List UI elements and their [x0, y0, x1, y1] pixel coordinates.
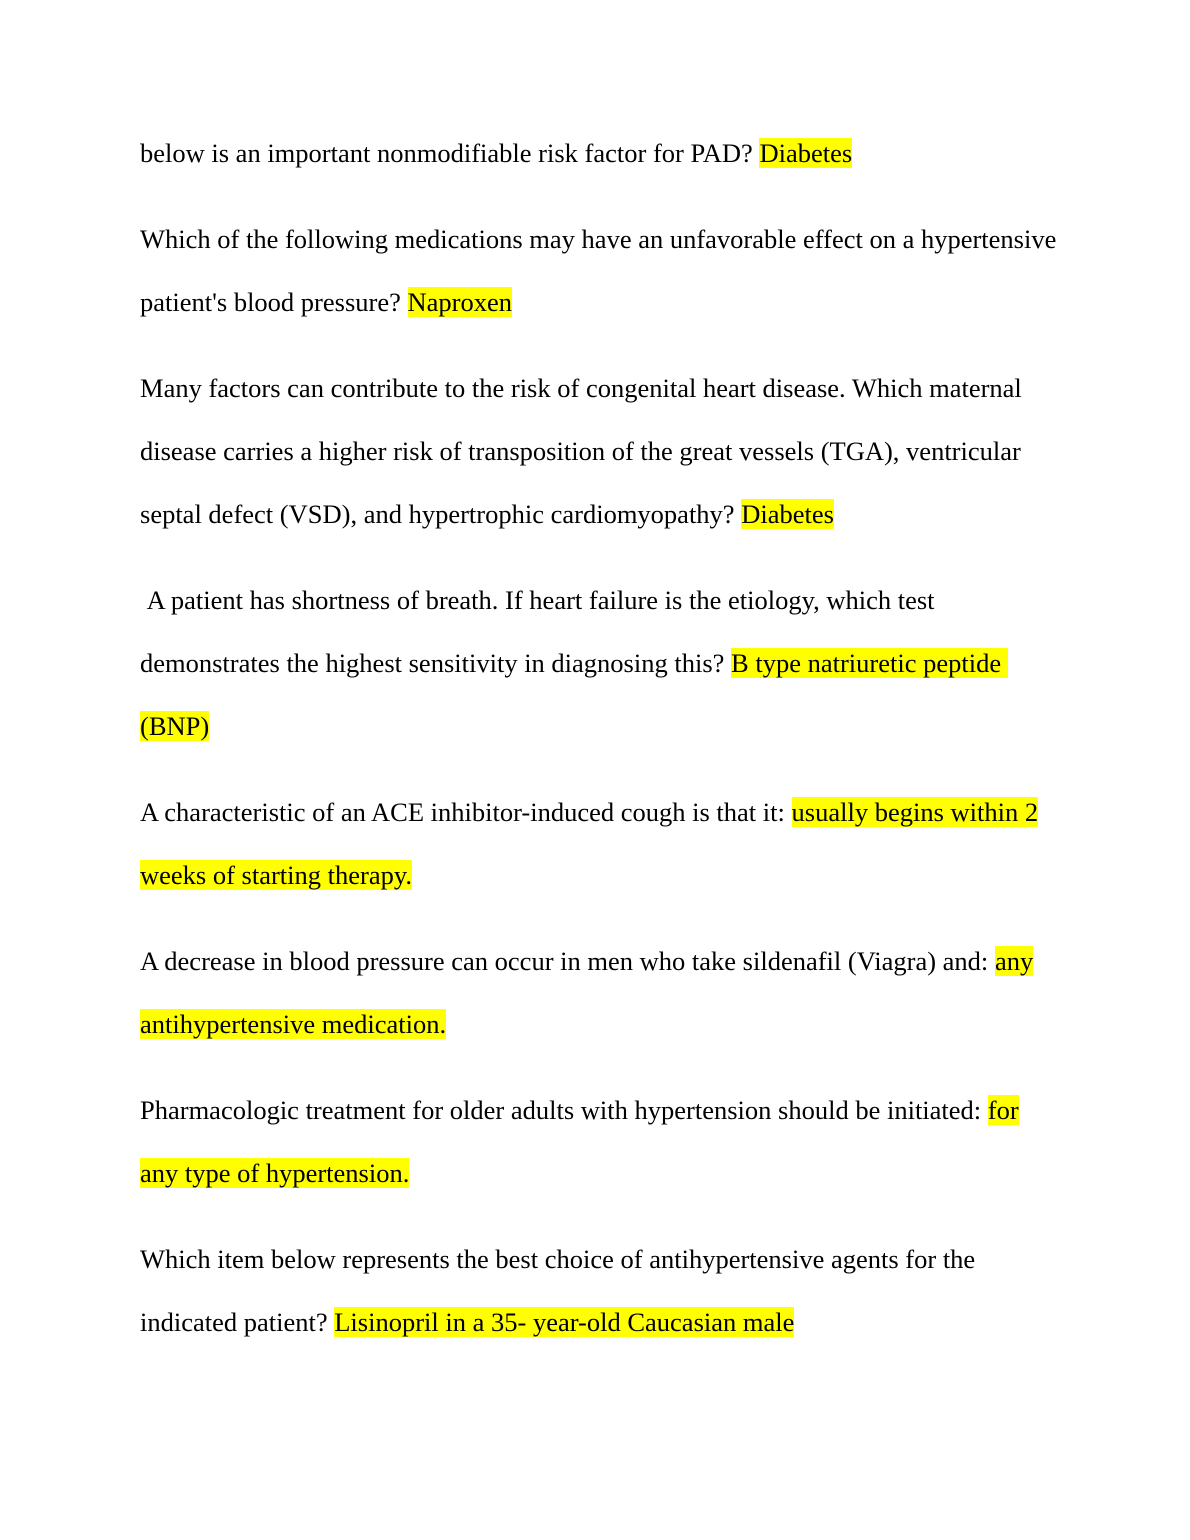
- question-item: [140, 569, 1060, 758]
- question-text: below is an important nonmodifiable risk factor for PAD?: [140, 138, 760, 168]
- question-text: A patient has shortness of breath. If heart failure is the etiology, which test demonstrates the highest sensitivity in diagnosing this?: [140, 585, 942, 678]
- question-item: [140, 781, 1060, 907]
- question-text: Many factors can contribute to the risk of congenital heart disease. Which maternal disease carries a higher risk of transposition of the great vessels (TGA), ventricular septal defect (VSD), and hypertrophic cardiomyopathy?: [140, 373, 1022, 529]
- answer-highlight: usually begins within 2 weeks of starting therapy.: [140, 797, 1039, 890]
- answer-highlight: Naproxen: [407, 287, 512, 317]
- answer-highlight: Diabetes: [741, 499, 834, 529]
- answer-highlight: Lisinopril in a 35- year-old Caucasian male: [334, 1307, 795, 1337]
- answer-highlight: B type natriuretic peptide (BNP): [140, 648, 1008, 741]
- question-item: [140, 1228, 1060, 1354]
- question-item: [140, 930, 1060, 1056]
- question-item: [140, 357, 1060, 546]
- question-item: [140, 1079, 1060, 1205]
- question-item: [140, 122, 1060, 185]
- question-item: [140, 208, 1060, 334]
- answer-highlight: Diabetes: [759, 138, 853, 168]
- question-text: A characteristic of an ACE inhibitor-induced cough is that it:: [140, 797, 792, 827]
- document-page: [140, 122, 1060, 1377]
- question-text: A decrease in blood pressure can occur in men who take sildenafil (Viagra) and:: [140, 946, 995, 976]
- question-text: Pharmacologic treatment for older adults with hypertension should be initiated:: [140, 1095, 988, 1125]
- question-text: Which of the following medications may have an unfavorable effect on a hypertensive patient's blood pressure?: [140, 224, 1057, 317]
- question-text: Which item below represents the best choice of antihypertensive agents for the indicated patient?: [140, 1244, 976, 1337]
- answer-highlight: any antihypertensive medication.: [140, 946, 1034, 1039]
- answer-highlight: for any type of hypertension.: [140, 1095, 1019, 1188]
